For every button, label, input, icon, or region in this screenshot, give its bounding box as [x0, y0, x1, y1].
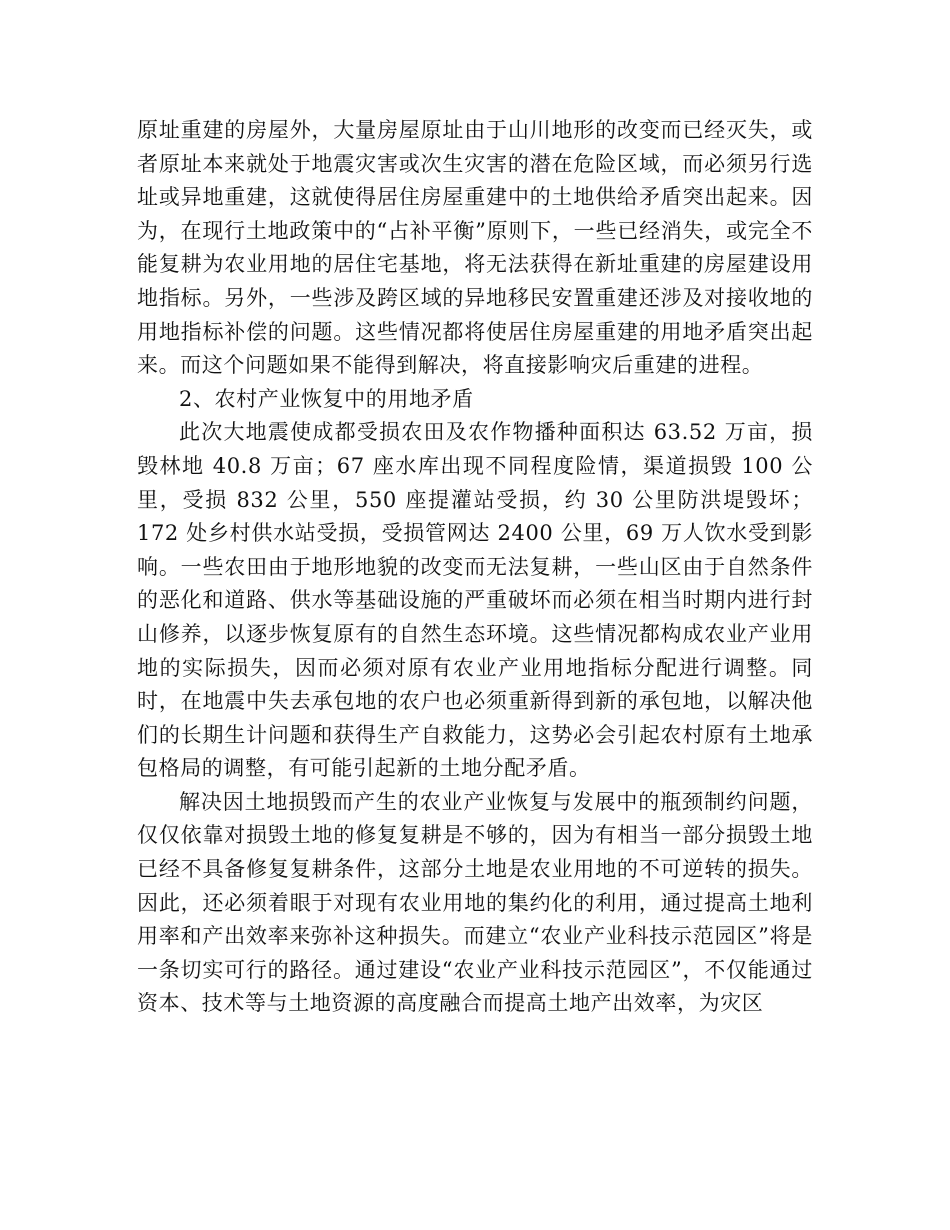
section-heading-rural-industry: 2、农村产业恢复中的用地矛盾	[179, 386, 474, 411]
paragraph-housing-land-conflict: 原址重建的房屋外，大量房屋原址由于山川地形的改变而已经灭失，或者原址本来就处于地震灾害或次生灾害的潜在危险区域，而必须另行选址或异地重建，这就使得居住房屋重建中的土地供给矛盾突出起来。因为，在现行土地政策中的“占补平衡”原则下，一些已经消失，或完全不能复耕为农业用地的居住宅基地，将无法获得在新址重建的房屋建设用地指标。另外，一些涉及跨区域的异地移民安置重建还涉及对接收地的用地指标补偿的问题。这些情况都将使居住房屋重建的用地矛盾突出起来。而这个问题如果不能得到解决，将直接影响灾后重建的进程。	[137, 118, 813, 378]
paragraph-earthquake-losses: 此次大地震使成都受损农田及农作物播种面积达 63.52 万亩，损毁林地 40.8 万亩；67 座水库出现不同程度险情，渠道损毁 100 公里，受损 832 公里，550 座提灌站受损，约 30 公里防洪堤毁坏；172 处乡村供水站受损，受损管网达 2400 公里，69 万人饮水受到影响。一些农田由于地形地貌的改变而无法复耕，一些山区由于自然条件的恶化和道路、供水等基础设施的严重破坏而必须在相当时期内进行封山修养，以逐步恢复原有的自然生态环境。这些情况都构成农业产业用地的实际损失，因而必须对原有农业产业用地指标分配进行调整。同时，在地震中失去承包地的农户也必须重新得到新的承包地，以解决他们的长期生计问题和获得生产自救能力，这势必会引起农村原有土地承包格局的调整，有可能引起新的土地分配矛盾。	[137, 420, 813, 781]
document-body	[137, 114, 813, 1021]
paragraph-solution: 解决因土地损毁而产生的农业产业恢复与发展中的瓶颈制约问题，仅仅依靠对损毁土地的修复复耕是不够的，因为有相当一部分损毁土地已经不具备修复复耕条件，这部分土地是农业用地的不可逆转的损失。因此，还必须着眼于对现有农业用地的集约化的利用，通过提高土地利用率和产出效率来弥补这种损失。而建立“农业产业科技示范园区”将是一条切实可行的路径。通过建设“农业产业科技示范园区”，不仅能通过资本、技术等与土地资源的高度融合而提高土地产出效率，为灾区	[137, 789, 813, 1016]
